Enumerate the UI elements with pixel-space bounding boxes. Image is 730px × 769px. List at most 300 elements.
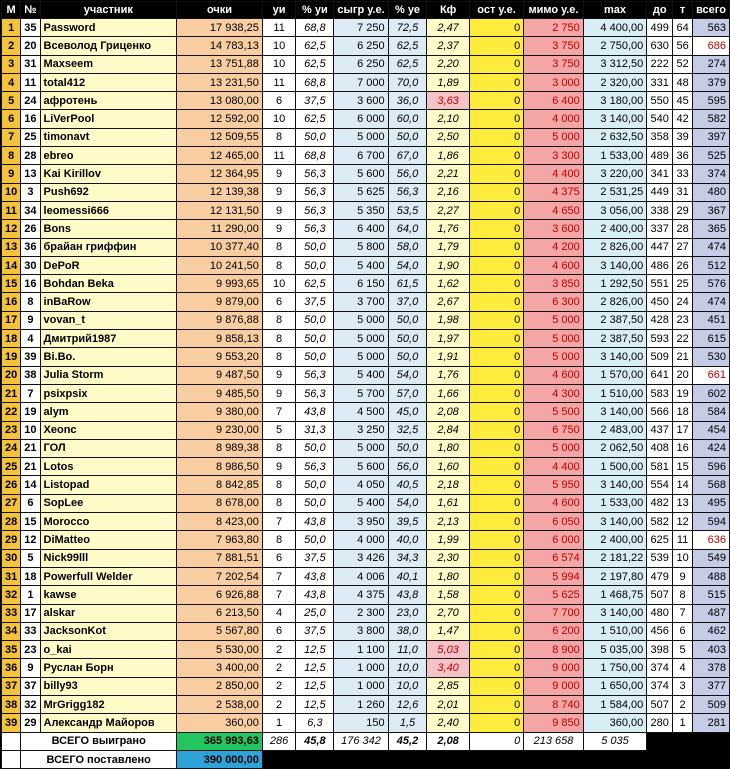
table-row — [2, 19, 730, 37]
cell-remaining: 0 — [469, 348, 523, 366]
cell-total: 462 — [693, 622, 730, 640]
cell-kf: 2,01 — [427, 695, 469, 713]
cell-remaining: 0 — [469, 92, 523, 110]
col-header-played: сыгр у.е. — [334, 2, 388, 19]
cell-number: 7 — [21, 384, 40, 402]
cell-played: 6 150 — [334, 275, 388, 293]
cell-max: 1 533,00 — [583, 147, 647, 165]
cell-place: 24 — [2, 439, 21, 457]
cell-kf: 1,98 — [427, 311, 469, 329]
cell-remaining: 0 — [469, 256, 523, 274]
cell-pct-ue: 32,5 — [388, 421, 427, 439]
table-row — [2, 714, 730, 732]
cell-total: 576 — [693, 275, 730, 293]
table-row — [2, 641, 730, 659]
col-header-max: max — [583, 2, 647, 19]
cell-number: 10 — [21, 421, 40, 439]
cell-remaining: 0 — [469, 55, 523, 73]
cell-place: 37 — [2, 677, 21, 695]
cell-participant: ebreo — [40, 147, 177, 165]
cell-pct-ue: 40,5 — [388, 476, 427, 494]
cell-pct-ui: 25,0 — [296, 604, 334, 622]
cell-total: 403 — [693, 641, 730, 659]
cell-pct-ui: 43,8 — [296, 513, 334, 531]
cell-number: 16 — [21, 275, 40, 293]
table-row — [2, 677, 730, 695]
cell-remaining: 0 — [469, 384, 523, 402]
cell-t: 14 — [673, 476, 693, 494]
cell-missed: 6 750 — [524, 421, 584, 439]
cell-total: 594 — [693, 513, 730, 531]
cell-number: 20 — [21, 37, 40, 55]
cell-missed: 3 750 — [524, 55, 584, 73]
total-ui: 286 — [262, 732, 296, 750]
cell-missed: 5 000 — [524, 348, 584, 366]
cell-participant: Julia Storm — [40, 366, 177, 384]
cell-kf: 2,08 — [427, 403, 469, 421]
cell-pct-ui: 12,5 — [296, 677, 334, 695]
cell-t: 4 — [673, 659, 693, 677]
cell-place: 22 — [2, 403, 21, 421]
cell-t: 36 — [673, 147, 693, 165]
cell-remaining: 0 — [469, 549, 523, 567]
cell-before: 479 — [647, 567, 673, 585]
cell-ui: 6 — [262, 92, 296, 110]
cell-ui: 10 — [262, 37, 296, 55]
cell-before: 581 — [647, 458, 673, 476]
cell-remaining: 0 — [469, 19, 523, 37]
total-missed: 213 658 — [524, 732, 584, 750]
cell-kf: 1,62 — [427, 275, 469, 293]
cell-before: 540 — [647, 110, 673, 128]
cell-place: 16 — [2, 293, 21, 311]
cell-max: 1 570,00 — [583, 366, 647, 384]
cell-kf: 2,50 — [427, 128, 469, 146]
cell-pct-ui: 50,0 — [296, 531, 334, 549]
cell-pct-ui: 37,5 — [296, 549, 334, 567]
cell-max: 3 140,00 — [583, 348, 647, 366]
cell-remaining: 0 — [469, 622, 523, 640]
cell-played: 5 600 — [334, 458, 388, 476]
cell-max: 1 584,00 — [583, 695, 647, 713]
cell-max: 3 140,00 — [583, 110, 647, 128]
cell-remaining: 0 — [469, 714, 523, 732]
cell-max: 3 056,00 — [583, 201, 647, 219]
cell-played: 2 300 — [334, 604, 388, 622]
cell-max: 3 180,00 — [583, 92, 647, 110]
cell-ui: 9 — [262, 165, 296, 183]
cell-missed: 6 000 — [524, 531, 584, 549]
cell-before: 408 — [647, 439, 673, 457]
cell-remaining: 0 — [469, 238, 523, 256]
cell-remaining: 0 — [469, 439, 523, 457]
col-header-total: всего — [693, 2, 730, 19]
cell-place: 17 — [2, 311, 21, 329]
cell-missed: 5 000 — [524, 330, 584, 348]
cell-place: 3 — [2, 55, 21, 73]
cell-before: 630 — [647, 37, 673, 55]
cell-before: 331 — [647, 73, 673, 91]
cell-points: 8 423,00 — [177, 513, 263, 531]
cell-number: 12 — [21, 531, 40, 549]
cell-number: 17 — [21, 604, 40, 622]
cell-ui: 6 — [262, 622, 296, 640]
cell-t: 28 — [673, 220, 693, 238]
cell-kf: 1,91 — [427, 348, 469, 366]
cell-total: 525 — [693, 147, 730, 165]
cell-before: 509 — [647, 348, 673, 366]
cell-max: 3 220,00 — [583, 165, 647, 183]
cell-missed: 9 850 — [524, 714, 584, 732]
cell-pct-ui: 50,0 — [296, 348, 334, 366]
cell-remaining: 0 — [469, 458, 523, 476]
cell-number: 30 — [21, 256, 40, 274]
cell-t: 45 — [673, 92, 693, 110]
cell-before: 456 — [647, 622, 673, 640]
cell-t: 52 — [673, 55, 693, 73]
total-played: 176 342 — [334, 732, 388, 750]
cell-total: 568 — [693, 476, 730, 494]
cell-total: 595 — [693, 92, 730, 110]
cell-t: 25 — [673, 275, 693, 293]
cell-pct-ui: 56,3 — [296, 366, 334, 384]
cell-before: 338 — [647, 201, 673, 219]
cell-ui: 8 — [262, 330, 296, 348]
cell-number: 26 — [21, 220, 40, 238]
cell-remaining: 0 — [469, 275, 523, 293]
cell-place: 32 — [2, 586, 21, 604]
cell-t: 17 — [673, 421, 693, 439]
cell-kf: 1,80 — [427, 567, 469, 585]
cell-total: 451 — [693, 311, 730, 329]
cell-remaining: 0 — [469, 293, 523, 311]
cell-participant: timonavt — [40, 128, 177, 146]
cell-number: 32 — [21, 695, 40, 713]
cell-remaining: 0 — [469, 476, 523, 494]
cell-missed: 4 650 — [524, 201, 584, 219]
cell-participant: Всеволод Гриценко — [40, 37, 177, 55]
cell-played: 5 400 — [334, 366, 388, 384]
cell-missed: 6 050 — [524, 513, 584, 531]
standings-table — [1, 1, 730, 769]
cell-number: 15 — [21, 513, 40, 531]
cell-kf: 5,03 — [427, 641, 469, 659]
cell-t: 21 — [673, 348, 693, 366]
cell-kf: 1,60 — [427, 458, 469, 476]
cell-t: 33 — [673, 165, 693, 183]
cell-pct-ui: 56,3 — [296, 220, 334, 238]
cell-missed: 6 200 — [524, 622, 584, 640]
cell-ui: 10 — [262, 55, 296, 73]
cell-participant: inBaRow — [40, 293, 177, 311]
cell-number: 31 — [21, 55, 40, 73]
cell-number: 23 — [21, 641, 40, 659]
cell-participant: Bi.Bo. — [40, 348, 177, 366]
cell-played: 6 400 — [334, 220, 388, 238]
cell-remaining: 0 — [469, 147, 523, 165]
table-row — [2, 330, 730, 348]
cell-played: 5 700 — [334, 384, 388, 402]
cell-ui: 6 — [262, 293, 296, 311]
cell-kf: 1,47 — [427, 622, 469, 640]
cell-participant: alskar — [40, 604, 177, 622]
cell-kf: 1,97 — [427, 330, 469, 348]
cell-participant: Password — [40, 19, 177, 37]
cell-pct-ue: 54,0 — [388, 256, 427, 274]
cell-ui: 7 — [262, 513, 296, 531]
cell-total: 480 — [693, 183, 730, 201]
cell-max: 3 140,00 — [583, 256, 647, 274]
cell-remaining: 0 — [469, 128, 523, 146]
cell-played: 3 600 — [334, 92, 388, 110]
cell-points: 9 230,00 — [177, 421, 263, 439]
cell-kf: 2,21 — [427, 165, 469, 183]
cell-played: 1 000 — [334, 659, 388, 677]
cell-points: 8 842,85 — [177, 476, 263, 494]
cell-pct-ue: 40,0 — [388, 531, 427, 549]
cell-max: 360,00 — [583, 714, 647, 732]
cell-ui: 6 — [262, 549, 296, 567]
cell-remaining: 0 — [469, 165, 523, 183]
cell-t: 20 — [673, 366, 693, 384]
col-header-participant: участник — [40, 2, 177, 19]
cell-participant: Александр Майоров — [40, 714, 177, 732]
cell-played: 6 250 — [334, 37, 388, 55]
table-row — [2, 238, 730, 256]
cell-total: 549 — [693, 549, 730, 567]
cell-total: 509 — [693, 695, 730, 713]
cell-points: 5 530,00 — [177, 641, 263, 659]
cell-points: 12 139,38 — [177, 183, 263, 201]
cell-participant: ГОЛ — [40, 439, 177, 457]
cell-points: 11 290,00 — [177, 220, 263, 238]
cell-total: 365 — [693, 220, 730, 238]
cell-points: 9 380,00 — [177, 403, 263, 421]
cell-missed: 4 600 — [524, 256, 584, 274]
cell-t: 13 — [673, 494, 693, 512]
cell-total: 584 — [693, 403, 730, 421]
cell-played: 5 000 — [334, 128, 388, 146]
cell-points: 10 241,50 — [177, 256, 263, 274]
cell-before: 593 — [647, 330, 673, 348]
cell-points: 9 487,50 — [177, 366, 263, 384]
cell-t: 26 — [673, 256, 693, 274]
cell-ui: 4 — [262, 604, 296, 622]
cell-played: 5 350 — [334, 201, 388, 219]
cell-pct-ue: 57,0 — [388, 384, 427, 402]
cell-total: 636 — [693, 531, 730, 549]
cell-played: 150 — [334, 714, 388, 732]
cell-played: 4 500 — [334, 403, 388, 421]
table-row — [2, 531, 730, 549]
cell-missed: 2 750 — [524, 19, 584, 37]
cell-before: 480 — [647, 604, 673, 622]
cell-missed: 5 625 — [524, 586, 584, 604]
cell-ui: 7 — [262, 586, 296, 604]
col-header-remaining: ост у.е. — [469, 2, 523, 19]
cell-total: 377 — [693, 677, 730, 695]
cell-total: 495 — [693, 494, 730, 512]
cell-pct-ue: 62,5 — [388, 55, 427, 73]
cell-total: 596 — [693, 458, 730, 476]
cell-total: 515 — [693, 586, 730, 604]
cell-kf: 1,86 — [427, 147, 469, 165]
cell-t: 42 — [673, 110, 693, 128]
cell-kf: 2,30 — [427, 549, 469, 567]
cell-number: 37 — [21, 677, 40, 695]
col-header-missed: мимо у.е. — [524, 2, 584, 19]
table-row — [2, 622, 730, 640]
cell-participant: Maxseem — [40, 55, 177, 73]
cell-participant: total412 — [40, 73, 177, 91]
cell-total: 378 — [693, 659, 730, 677]
cell-missed: 3 300 — [524, 147, 584, 165]
cell-ui: 8 — [262, 311, 296, 329]
cell-pct-ue: 12,6 — [388, 695, 427, 713]
table-row — [2, 549, 730, 567]
cell-number: 36 — [21, 238, 40, 256]
cell-before: 358 — [647, 128, 673, 146]
cell-played: 7 000 — [334, 73, 388, 91]
cell-played: 5 400 — [334, 256, 388, 274]
cell-played: 4 006 — [334, 567, 388, 585]
cell-points: 7 963,80 — [177, 531, 263, 549]
cell-missed: 8 740 — [524, 695, 584, 713]
cell-pct-ui: 12,5 — [296, 659, 334, 677]
cell-max: 2 181,22 — [583, 549, 647, 567]
cell-pct-ui: 56,3 — [296, 384, 334, 402]
cell-pct-ui: 62,5 — [296, 275, 334, 293]
cell-total: 424 — [693, 439, 730, 457]
cell-pct-ui: 43,8 — [296, 586, 334, 604]
cell-points: 14 783,13 — [177, 37, 263, 55]
cell-place: 20 — [2, 366, 21, 384]
cell-remaining: 0 — [469, 513, 523, 531]
cell-kf: 2,27 — [427, 201, 469, 219]
cell-points: 13 231,50 — [177, 73, 263, 91]
cell-missed: 4 375 — [524, 183, 584, 201]
cell-max: 3 312,50 — [583, 55, 647, 73]
cell-place: 31 — [2, 567, 21, 585]
cell-kf: 2,37 — [427, 37, 469, 55]
cell-total: 454 — [693, 421, 730, 439]
cell-pct-ue: 53,5 — [388, 201, 427, 219]
cell-t: 11 — [673, 531, 693, 549]
cell-place: 10 — [2, 183, 21, 201]
cell-before: 550 — [647, 92, 673, 110]
cell-place: 7 — [2, 128, 21, 146]
table-row — [2, 586, 730, 604]
cell-points: 9 553,20 — [177, 348, 263, 366]
cell-pct-ue: 56,0 — [388, 458, 427, 476]
cell-pct-ui: 56,3 — [296, 458, 334, 476]
cell-number: 3 — [21, 183, 40, 201]
cell-participant: Руслан Борн — [40, 659, 177, 677]
cell-max: 2 483,00 — [583, 421, 647, 439]
cell-before: 341 — [647, 165, 673, 183]
cell-number: 39 — [21, 348, 40, 366]
cell-max: 1 750,00 — [583, 659, 647, 677]
cell-before: 337 — [647, 220, 673, 238]
cell-place: 33 — [2, 604, 21, 622]
cell-remaining: 0 — [469, 183, 523, 201]
cell-total: 512 — [693, 256, 730, 274]
cell-pct-ui: 31,3 — [296, 421, 334, 439]
cell-missed: 8 900 — [524, 641, 584, 659]
cell-total: 474 — [693, 238, 730, 256]
cell-before: 428 — [647, 311, 673, 329]
cell-played: 1 000 — [334, 677, 388, 695]
cell-number: 19 — [21, 403, 40, 421]
cell-max: 2 320,00 — [583, 73, 647, 91]
cell-max: 2 400,00 — [583, 531, 647, 549]
table-row — [2, 92, 730, 110]
table-row — [2, 695, 730, 713]
cell-before: 450 — [647, 293, 673, 311]
cell-place: 6 — [2, 110, 21, 128]
cell-number: 1 — [21, 586, 40, 604]
cell-played: 4 050 — [334, 476, 388, 494]
cell-max: 3 140,00 — [583, 604, 647, 622]
table-row — [2, 165, 730, 183]
cell-place: 35 — [2, 641, 21, 659]
cell-max: 2 750,00 — [583, 37, 647, 55]
cell-before: 566 — [647, 403, 673, 421]
cell-points: 8 989,38 — [177, 439, 263, 457]
cell-t: 24 — [673, 293, 693, 311]
cell-ui: 2 — [262, 677, 296, 695]
col-header-pct-ue: % уе — [388, 2, 427, 19]
cell-kf: 2,18 — [427, 476, 469, 494]
cell-total: 530 — [693, 348, 730, 366]
total-bet-value: 390 000,00 — [177, 750, 263, 768]
cell-max: 2 387,50 — [583, 330, 647, 348]
cell-place: 14 — [2, 256, 21, 274]
cell-participant: Xeonc — [40, 421, 177, 439]
table-row — [2, 293, 730, 311]
cell-pct-ue: 23,0 — [388, 604, 427, 622]
cell-total: 563 — [693, 19, 730, 37]
cell-t: 7 — [673, 604, 693, 622]
cell-remaining: 0 — [469, 311, 523, 329]
cell-points: 12 465,00 — [177, 147, 263, 165]
cell-pct-ue: 67,0 — [388, 147, 427, 165]
cell-played: 6 000 — [334, 110, 388, 128]
cell-remaining: 0 — [469, 604, 523, 622]
cell-played: 4 375 — [334, 586, 388, 604]
cell-pct-ue: 56,3 — [388, 183, 427, 201]
cell-kf: 1,61 — [427, 494, 469, 512]
cell-place: 26 — [2, 476, 21, 494]
cell-max: 1 533,00 — [583, 494, 647, 512]
table-row — [2, 458, 730, 476]
cell-remaining: 0 — [469, 403, 523, 421]
cell-pct-ue: 50,0 — [388, 128, 427, 146]
table-row — [2, 604, 730, 622]
cell-participant: Bons — [40, 220, 177, 238]
cell-pct-ue: 50,0 — [388, 348, 427, 366]
cell-missed: 5 000 — [524, 128, 584, 146]
cell-max: 3 140,00 — [583, 403, 647, 421]
cell-t: 8 — [673, 586, 693, 604]
cell-max: 2 531,25 — [583, 183, 647, 201]
cell-pct-ui: 50,0 — [296, 476, 334, 494]
col-header-number: № — [21, 2, 40, 19]
cell-ui: 8 — [262, 256, 296, 274]
cell-missed: 3 850 — [524, 275, 584, 293]
cell-t: 6 — [673, 622, 693, 640]
cell-pct-ui: 56,3 — [296, 165, 334, 183]
